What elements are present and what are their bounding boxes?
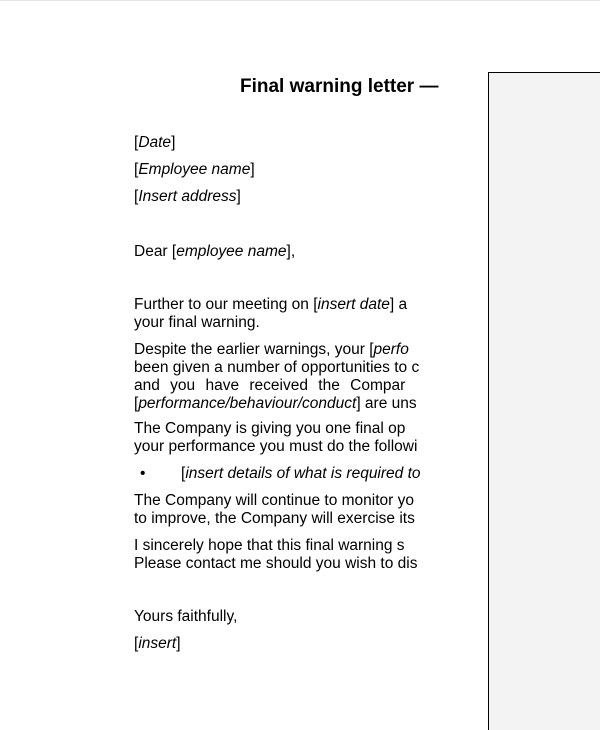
bullet-text: [insert details of what is required to	[181, 465, 421, 482]
overlapping-page-panel	[488, 72, 600, 730]
letter-title: Final warning letter —	[240, 76, 439, 97]
para1-line1: Further to our meeting on [insert date] a	[134, 296, 408, 313]
para2-line1: Despite the earlier warnings, your [perfo	[134, 341, 409, 358]
date-field: [Date]	[134, 134, 176, 151]
salutation: Dear [employee name],	[134, 243, 296, 260]
page-top-edge	[0, 0, 600, 1]
employee-name-field: [Employee name]	[134, 161, 255, 178]
para3-line2: your performance you must do the followi	[134, 438, 418, 455]
para1-line2: your final warning.	[134, 314, 260, 331]
bullet-symbol: •	[140, 465, 146, 482]
address-field: [Insert address]	[134, 188, 241, 205]
signature-field: [insert]	[134, 635, 181, 652]
para2-line2: been given a number of opportunities to c	[134, 359, 420, 376]
para5-line1: I sincerely hope that this final warning s	[134, 537, 405, 554]
para3-line1: The Company is giving you one final op	[134, 420, 406, 437]
closing: Yours faithfully,	[134, 608, 238, 625]
para5-line2: Please contact me should you wish to dis	[134, 555, 418, 572]
para2-line4: [performance/behaviour/conduct] are uns	[134, 395, 417, 412]
para4-line2: to improve, the Company will exercise its	[134, 510, 415, 527]
para4-line1: The Company will continue to monitor yo	[134, 492, 414, 509]
para2-line3: and you have received the Compar	[134, 377, 406, 394]
